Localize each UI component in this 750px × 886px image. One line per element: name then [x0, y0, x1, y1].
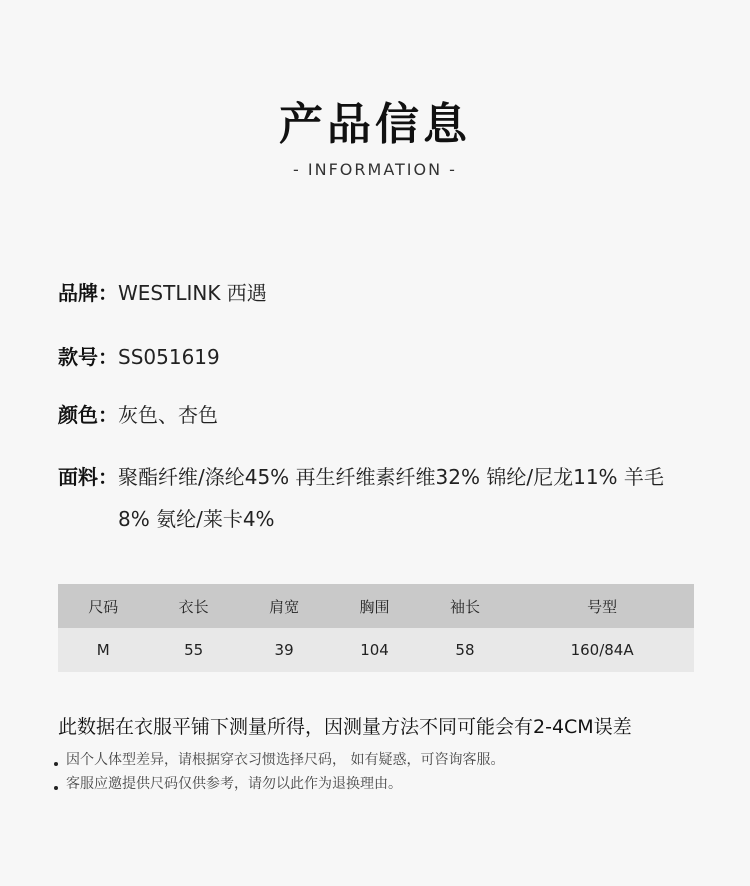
- fabric-row: [58, 456, 698, 540]
- list-item: [54, 772, 504, 796]
- cell-fit: 160/84A: [510, 628, 694, 672]
- page-title: 产品信息: [279, 99, 471, 150]
- color-value: 灰色、杏色: [118, 403, 218, 427]
- header-fit: 号型: [510, 584, 694, 628]
- brand-label: 品牌：: [58, 281, 118, 305]
- cell-shoulder: 39: [239, 628, 329, 672]
- header-size: 尺码: [58, 584, 148, 628]
- cell-size: M: [58, 628, 148, 672]
- cell-length: 55: [148, 628, 238, 672]
- color-label: 颜色：: [58, 403, 118, 427]
- brand-row: [58, 272, 267, 314]
- brand-value: WESTLINK 西遇: [118, 281, 267, 305]
- note-text: 客服应邀提供尺码仅供参考，请勿以此作为退换理由。: [66, 776, 402, 792]
- fabric-value: 聚酯纤维/涤纶45% 再生纤维素纤维32% 锦纶/尼龙11% 羊毛8% 氨纶/莱卡4%: [118, 465, 664, 531]
- style-code-value: SS051619: [118, 345, 220, 369]
- style-code-row: [58, 336, 220, 378]
- color-row: [58, 394, 218, 436]
- page-subtitle: - INFORMATION -: [293, 160, 457, 179]
- list-item: [54, 748, 504, 772]
- style-code-label: 款号：: [58, 345, 118, 369]
- header-sleeve: 袖长: [420, 584, 510, 628]
- cell-bust: 104: [329, 628, 419, 672]
- note-list: [54, 748, 504, 796]
- fabric-label: 面料：: [58, 465, 118, 489]
- note-text: 因个人体型差异，请根据穿衣习惯选择尺码， 如有疑惑，可咨询客服。: [66, 752, 505, 768]
- measurement-note: 此数据在衣服平铺下测量所得，因测量方法不同可能会有2-4CM误差: [58, 716, 632, 738]
- size-table: [58, 584, 694, 672]
- cell-sleeve: 58: [420, 628, 510, 672]
- header-length: 衣长: [148, 584, 238, 628]
- size-table-header: [58, 584, 694, 628]
- header-bust: 胸围: [329, 584, 419, 628]
- bullet-dot-icon: [54, 762, 58, 766]
- bullet-dot-icon: [54, 786, 58, 790]
- table-row: [58, 628, 694, 672]
- header-shoulder: 肩宽: [239, 584, 329, 628]
